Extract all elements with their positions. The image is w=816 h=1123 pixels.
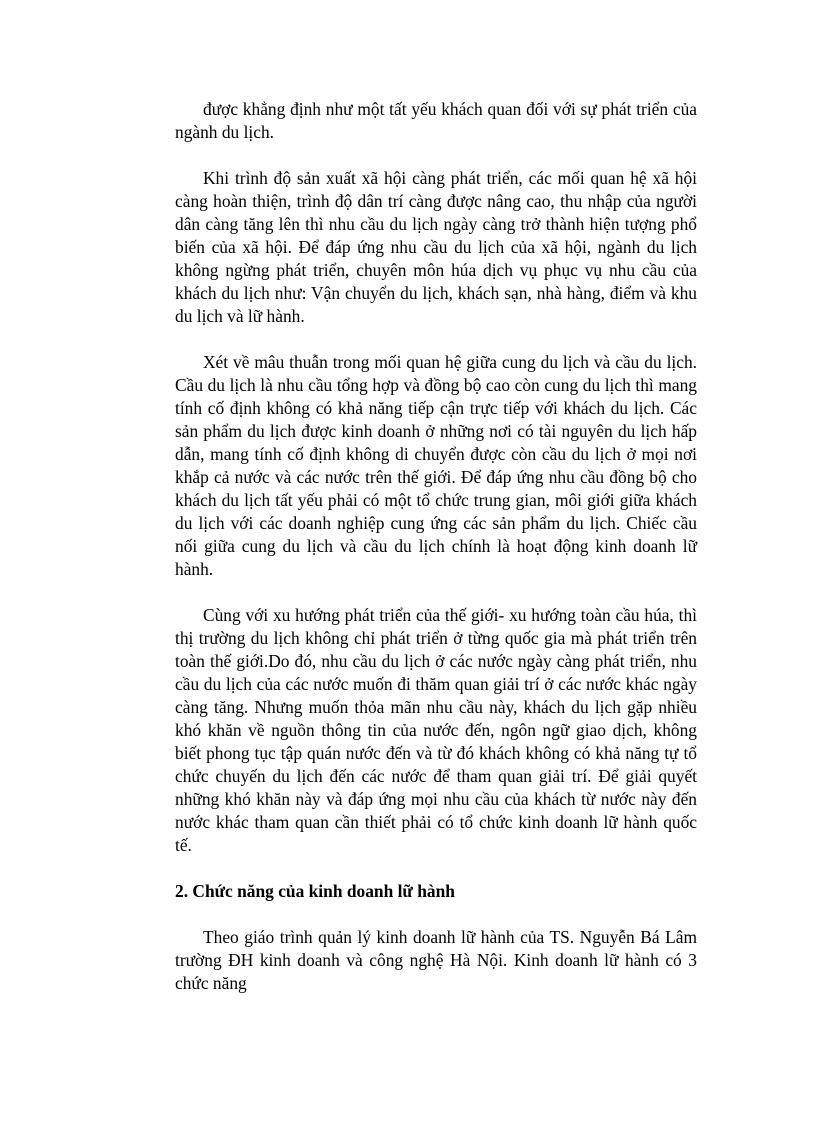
paragraph-continuation: được khẳng định như một tất yếu khách quan đối với sự phát triển của ngành du lịch. [175,99,697,142]
paragraph-globalization: Cùng với xu hướng phát triển của thế giới- xu hướng toàn cầu húa, thì thị trường du lịch không chỉ phát triển ở từng quốc gia mà phát triển trên toàn thế giới.Do đó, nhu cầu du lịch ở các nước ngày càng phát triển, nhu cầu du lịch của các nước muốn đi thăm quan giải trí ở các nước khác ngày càng tăng. Nhưng muốn thỏa mãn nhu cầu này, khách du lịch gặp nhiều khó khăn về nguồn thông tin của nước đến, ngôn ngữ giao dịch, không biết phong tục tập quán nước đến và từ đó khách không có khả năng tự tổ chức chuyến du lịch đến các nước để tham quan giải trí. Để giải quyết những khó khăn này và đáp ứng mọi nhu cầu của khách từ nước này đến nước khác tham quan cần thiết phải có tổ chức kinh doanh lữ hành quốc tế. [175,605,697,855]
paragraph-supply-demand: Xét về mâu thuẫn trong mối quan hệ giữa cung du lịch và cầu du lịch. Cầu du lịch là nhu cầu tổng hợp và đồng bộ cao còn cung du lịch thì mang tính cố định không có khả năng tiếp cận trực tiếp với khách du lịch. Các sản phẩm du lịch được kinh doanh ở những nơi có tài nguyên du lịch hấp dẫn, mang tính cố định không di chuyển được còn cầu du lịch ở mọi nơi khắp cả nước và các nước trên thế giới. Để đáp ứng nhu cầu đồng bộ cho khách du lịch tất yếu phải có một tổ chức trung gian, môi giới giữa khách du lịch với các doanh nghiệp cung ứng các sản phẩm du lịch. Chiếc cầu nối giữa cung du lịch và cầu du lịch chính là hoạt động kinh doanh lữ hành. [175,352,697,579]
paragraph-social-development: Khi trình độ sản xuất xã hội càng phát triển, các mối quan hệ xã hội càng hoàn thiện, trình độ dân trí càng được nâng cao, thu nhập của người dân càng tăng lên thì nhu cầu du lịch ngày càng trở thành hiện tượng phổ biến của xã hội. Để đáp ứng nhu cầu du lịch của xã hội, ngành du lịch không ngừng phát triển, chuyên môn húa dịch vụ phục vụ nhu cầu của khách du lịch như: Vận chuyển du lịch, khách sạn, nhà hàng, điểm và khu du lịch và lữ hành. [175,168,697,326]
document-page [175,98,697,1018]
paragraph-textbook-reference: Theo giáo trình quản lý kinh doanh lữ hành của TS. Nguyễn Bá Lâm trường ĐH kinh doanh và công nghệ Hà Nội. Kinh doanh lữ hành có 3 chức năng [175,927,697,993]
section-heading: 2. Chức năng của kinh doanh lữ hành [175,881,455,901]
